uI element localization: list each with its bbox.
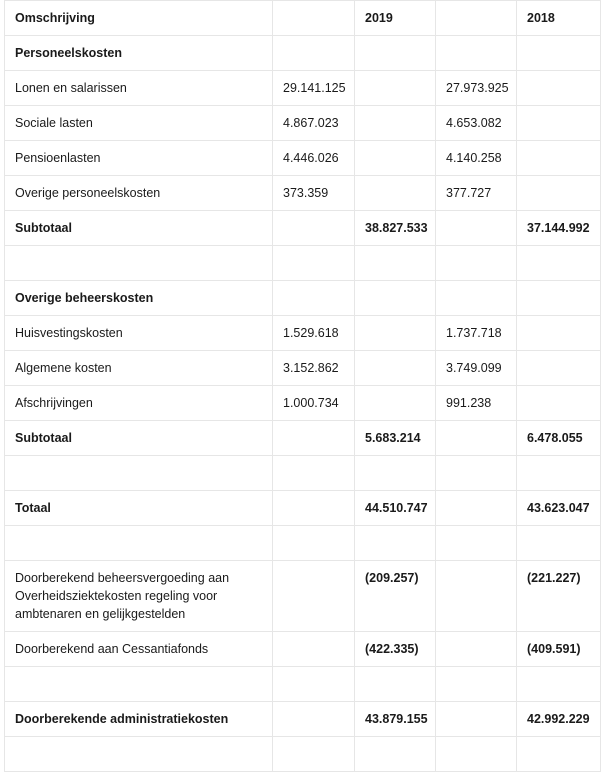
charge-2018: (409.591) (517, 632, 601, 667)
value-2018: 1.737.718 (436, 316, 517, 351)
total-label: Totaal (5, 491, 273, 526)
subtotal-2019: 5.683.214 (355, 421, 436, 456)
section-title-row (5, 36, 601, 71)
charge-label: Doorberekend beheersvergoeding aan Overheidsziektekosten regeling voor ambtenaren en gelijkgestelden (5, 561, 273, 632)
table-row (5, 176, 601, 211)
cost-table (4, 0, 601, 772)
row-label: Overige personeelskosten (5, 176, 273, 211)
value-2019: 3.152.862 (273, 351, 355, 386)
total-row (5, 491, 601, 526)
spacer-row (5, 526, 601, 561)
spacer-row (5, 667, 601, 702)
header-year-2019: 2019 (355, 1, 436, 36)
header-description: Omschrijving (5, 1, 273, 36)
total-2019: 44.510.747 (355, 491, 436, 526)
subtotal-label: Subtotaal (5, 211, 273, 246)
table-row (5, 71, 601, 106)
value-2018: 3.749.099 (436, 351, 517, 386)
table-row (5, 141, 601, 176)
empty-cell (273, 1, 355, 36)
subtotal-label: Subtotaal (5, 421, 273, 456)
value-2018: 377.727 (436, 176, 517, 211)
total-2018: 43.623.047 (517, 491, 601, 526)
spacer-row (5, 737, 601, 772)
table-row (5, 106, 601, 141)
charge-row (5, 561, 601, 632)
value-2019: 29.141.125 (273, 71, 355, 106)
value-2019: 373.359 (273, 176, 355, 211)
row-label: Algemene kosten (5, 351, 273, 386)
value-2019: 1.529.618 (273, 316, 355, 351)
charge-label: Doorberekend aan Cessantiafonds (5, 632, 273, 667)
table-row (5, 351, 601, 386)
value-2018: 4.140.258 (436, 141, 517, 176)
charge-2018: (221.227) (517, 561, 601, 632)
section-title: Overige beheerskosten (5, 281, 273, 316)
final-label: Doorberekende administratiekosten (5, 702, 273, 737)
table-row (5, 316, 601, 351)
header-year-2018: 2018 (517, 1, 601, 36)
row-label: Pensioenlasten (5, 141, 273, 176)
final-2019: 43.879.155 (355, 702, 436, 737)
table-row (5, 386, 601, 421)
value-2019: 4.867.023 (273, 106, 355, 141)
subtotal-2018: 37.144.992 (517, 211, 601, 246)
section-title: Personeelskosten (5, 36, 273, 71)
section-title-row (5, 281, 601, 316)
spacer-row (5, 246, 601, 281)
row-label: Huisvestingskosten (5, 316, 273, 351)
charge-2019: (209.257) (355, 561, 436, 632)
value-2019: 4.446.026 (273, 141, 355, 176)
empty-cell (436, 1, 517, 36)
spacer-row (5, 456, 601, 491)
value-2019: 1.000.734 (273, 386, 355, 421)
value-2018: 4.653.082 (436, 106, 517, 141)
final-2018: 42.992.229 (517, 702, 601, 737)
row-label: Afschrijvingen (5, 386, 273, 421)
final-row (5, 702, 601, 737)
row-label: Lonen en salarissen (5, 71, 273, 106)
subtotal-2019: 38.827.533 (355, 211, 436, 246)
subtotal-2018: 6.478.055 (517, 421, 601, 456)
value-2018: 27.973.925 (436, 71, 517, 106)
row-label: Sociale lasten (5, 106, 273, 141)
charge-row (5, 632, 601, 667)
subtotal-row (5, 421, 601, 456)
charge-2019: (422.335) (355, 632, 436, 667)
subtotal-row (5, 211, 601, 246)
header-row (5, 1, 601, 36)
value-2018: 991.238 (436, 386, 517, 421)
